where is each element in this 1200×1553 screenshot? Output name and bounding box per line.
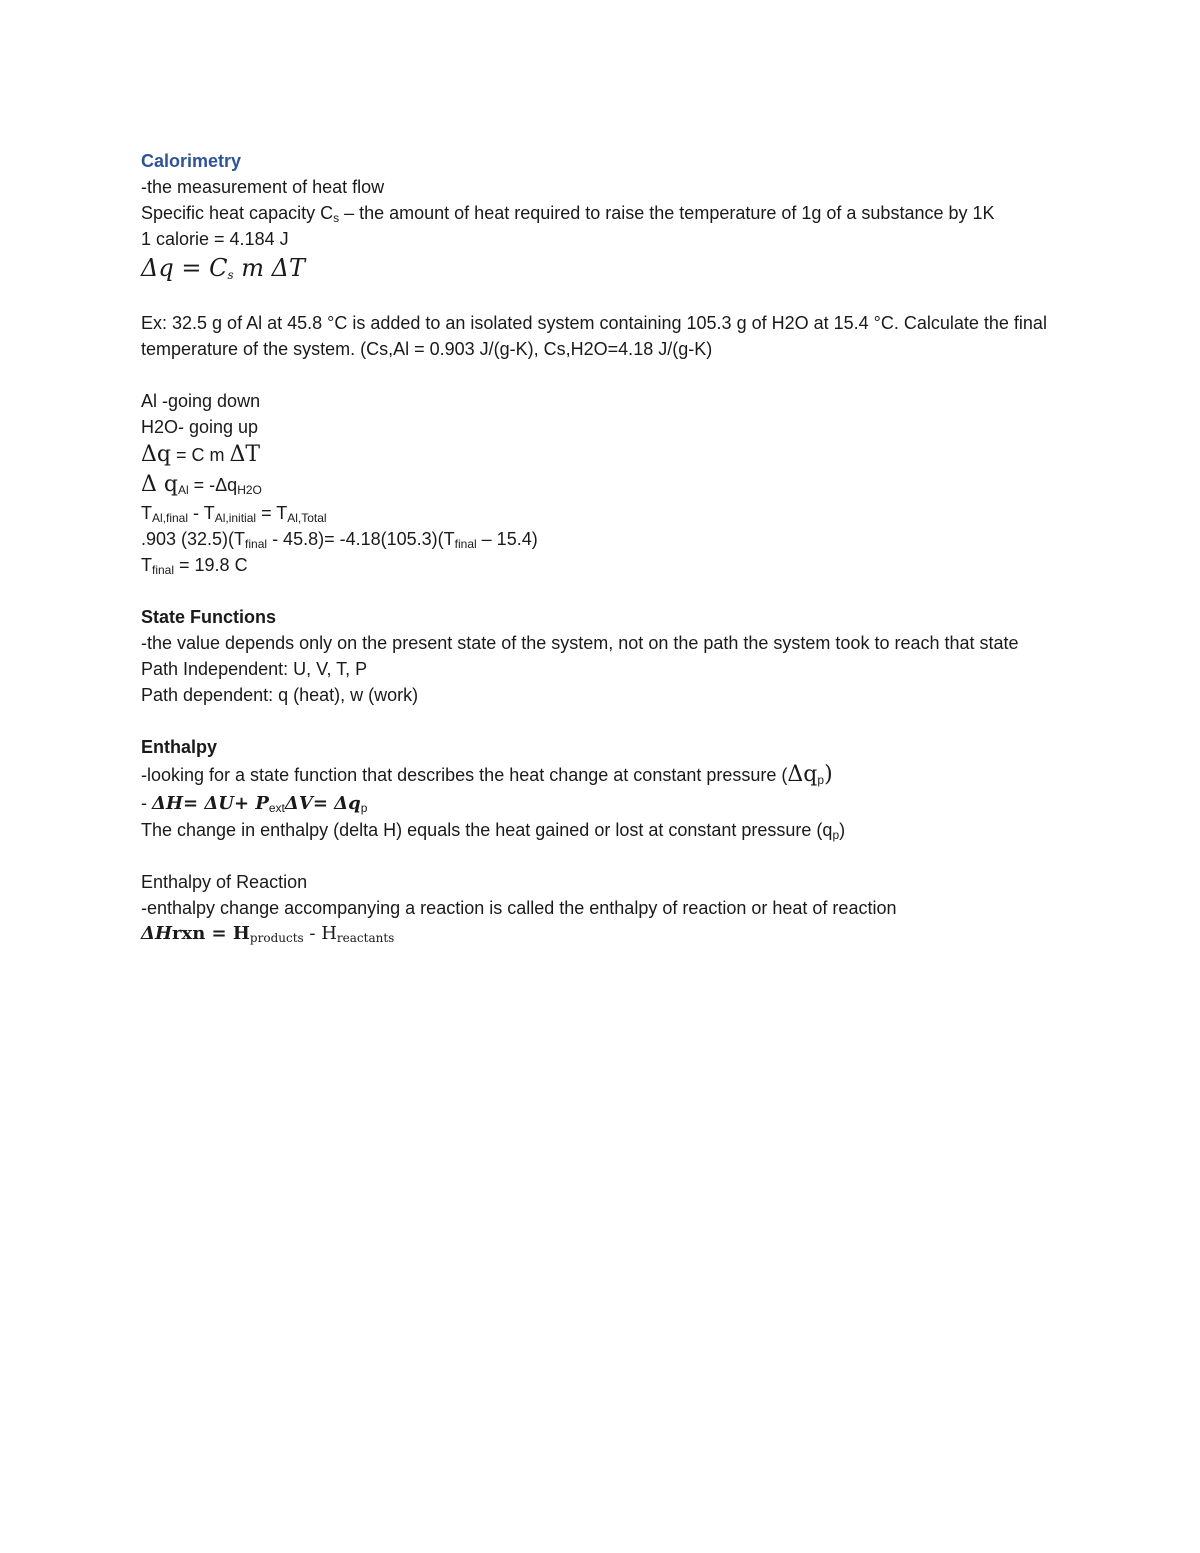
state-functions-heading: State Functions: [141, 607, 277, 627]
al-direction: Al -going down: [141, 391, 261, 411]
calorimetry-heading: Calorimetry: [141, 151, 242, 171]
enthalpy-equation: - $\Delta H= \Delta U+ P_{ext}\Delta V= \Delta q_p$: [141, 793, 368, 815]
heat-equation: $\Delta q = C_s$ m ΔT: [141, 254, 305, 282]
calorimetry-definition: -the measurement of heat flow: [141, 177, 385, 197]
example-problem: Ex: 32.5 g of Al at 45.8 °C is added to an isolated system containing 105.3 g of H2O at 15.4 °C. Calculate the final temperature of the system. (Cs,Al = 0.903 J/(g-K), Cs,H2O=4.18 J/(g-K): [141, 313, 1047, 359]
example-equation-3: $T_{Al,final} - T_{Al,initial} = T_{Al,Total}$: [141, 503, 327, 525]
h2o-direction: H2O- going up: [141, 417, 259, 437]
path-dependent: Path dependent: q (heat), w (work): [141, 685, 419, 705]
example-equation-2: Δ $q_{Al} = -\Delta q_{H2O}$: [141, 472, 262, 497]
calorie-conversion: 1 calorie = 4.184 J: [141, 229, 289, 249]
example-equation-1: Δq = C m ΔT: [141, 442, 261, 467]
reaction-equation: ΔHrxn = $H_{products} - H_{reactants}$: [141, 923, 395, 945]
example-equation-4: .903 $(32.5)(T_{final} - 45.8)= -4.18(105.3)(T_{final} - 15.4)$: [141, 529, 538, 551]
document-page: [141, 148, 1061, 947]
example-answer: $T_{final} = 19.8$ C: [141, 555, 248, 577]
enthalpy-heading: Enthalpy: [141, 737, 218, 757]
specific-heat-definition: Specific heat capacity $C_s$ – the amount of heat required to raise the temperature of 1g of a substance by 1K: [141, 203, 995, 225]
state-functions-definition: -the value depends only on the present state of the system, not on the path the system took to reach that state: [141, 633, 1019, 653]
reaction-heading: Enthalpy of Reaction: [141, 872, 308, 892]
enthalpy-definition: -looking for a state function that describes the heat change at constant pressure $(\Delta q_p)$: [141, 762, 833, 787]
path-independent: Path Independent: U, V, T, P: [141, 659, 368, 679]
reaction-definition: -enthalpy change accompanying a reaction is called the enthalpy of reaction or heat of reaction: [141, 898, 897, 918]
enthalpy-statement: The change in enthalpy (delta H) equals the heat gained or lost at constant pressure $(q_p)$: [141, 820, 846, 842]
